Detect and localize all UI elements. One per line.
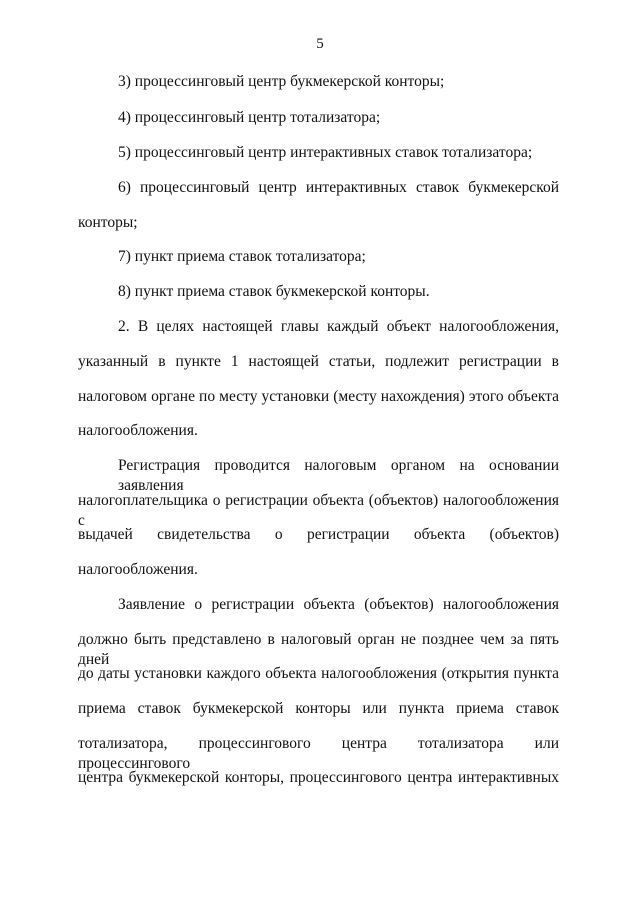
text-line-8: 2. В целях настоящей главы каждый объект налогообложения, — [118, 318, 559, 335]
text-line-7: 8) пункт приема ставок букмекерской конторы. — [118, 283, 430, 300]
text-line-21: центра букмекерской конторы, процессингового центра интерактивных — [78, 769, 559, 786]
text-line-10: налоговом органе по месту установки (месту нахождения) этого объекта — [78, 388, 559, 405]
text-line-20: тотализатора, процессингового центра тотализатора или процессингового — [78, 735, 559, 772]
text-line-4: 6) процессинговый центр интерактивных ставок букмекерской — [118, 179, 559, 196]
text-line-19: приема ставок букмекерской конторы или пункта приема ставок — [78, 700, 559, 717]
text-line-9: указанный в пункте 1 настоящей статьи, подлежит регистрации в — [78, 353, 559, 370]
text-line-1: 3) процессинговый центр букмекерской конторы; — [118, 73, 445, 90]
text-line-18: до даты установки каждого объекта налогообложения (открытия пункта — [78, 665, 559, 682]
text-line-12: Регистрация проводится налоговым органом на основании заявления — [118, 457, 559, 494]
text-line-13: налогоплательщика о регистрации объекта (объектов) налогообложения с — [78, 492, 559, 529]
text-line-15: налогообложения. — [78, 561, 198, 578]
text-line-5: конторы; — [78, 214, 138, 231]
text-line-17: должно быть представлено в налоговый орган не позднее чем за пять дней — [78, 631, 559, 668]
text-line-3: 5) процессинговый центр интерактивных ставок тотализатора; — [118, 144, 533, 161]
text-line-6: 7) пункт приема ставок тотализатора; — [118, 248, 366, 265]
text-line-14: выдачей свидетельства о регистрации объекта (объектов) — [78, 526, 559, 543]
page-number: 5 — [316, 36, 324, 52]
text-line-11: налогообложения. — [78, 422, 198, 439]
text-line-2: 4) процессинговый центр тотализатора; — [118, 109, 381, 126]
text-line-16: Заявление о регистрации объекта (объектов) налогообложения — [118, 596, 559, 613]
